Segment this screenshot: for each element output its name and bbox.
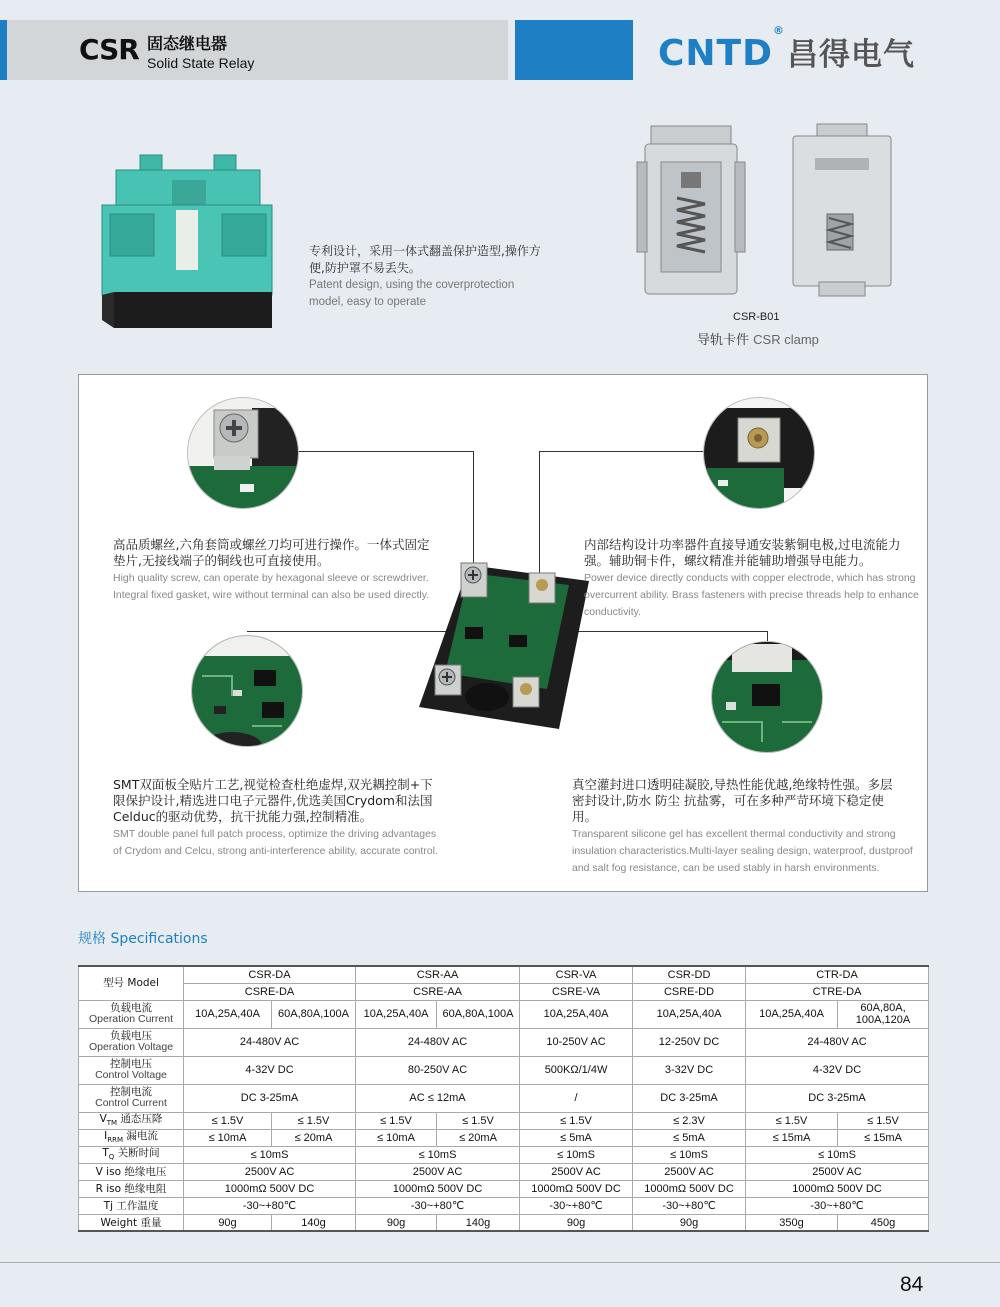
- header-title-en: Solid State Relay: [147, 55, 255, 71]
- feature-2-cn: 内部结构设计功率器件直接导通安装紫铜电极,过电流能力强。辅助铜卡件，螺纹精准并能辅助增强导电能力。: [584, 537, 901, 568]
- patent-description-cn: 专利设计，采用一体式翻盖保护造型,操作方便,防护罩不易丢失。: [309, 244, 541, 275]
- table-row-weight: [79, 1214, 929, 1231]
- value-cell: 2500V AC: [520, 1163, 633, 1180]
- specifications-title-en: Specifications: [110, 931, 208, 947]
- zoom-screw-circle: [187, 397, 299, 509]
- value-cell: 60A,80A,100A: [272, 1000, 356, 1028]
- model-cell: CSR-DA: [184, 966, 356, 983]
- table-row-load-voltage: [79, 1028, 929, 1056]
- table-row-control-current: [79, 1084, 929, 1112]
- value-cell: DC 3-25mA: [184, 1084, 356, 1112]
- value-cell: 90g: [520, 1214, 633, 1231]
- table-row-tj: [79, 1197, 929, 1214]
- label-tj: Tj 工作温度: [79, 1197, 184, 1214]
- model-cell: CSR-VA: [520, 966, 633, 983]
- zoom-copper-electrode-circle: [703, 397, 815, 509]
- value-cell: ≤ 20mA: [437, 1129, 520, 1146]
- specifications-title-cn: 规格: [78, 931, 106, 947]
- value-cell: ≤ 10mA: [356, 1129, 437, 1146]
- feature-panel: [78, 374, 928, 892]
- value-cell: 90g: [184, 1214, 272, 1231]
- label-irrm: $I_{RRM}$ 漏电流: [79, 1129, 184, 1146]
- value-cell: 2500V AC: [184, 1163, 356, 1180]
- label-model: 型号 Model: [79, 966, 184, 1000]
- value-cell: ≤ 10mS: [633, 1146, 746, 1163]
- header-title-cn: 固态继电器: [147, 34, 228, 53]
- zoom-smt-board-circle: [191, 635, 303, 747]
- value-cell: 10A,25A,40A: [746, 1000, 838, 1028]
- value-cell: 140g: [437, 1214, 520, 1231]
- feature-4-cn: 真空灌封进口透明硅凝胶,导热性能优越,绝缘特性强。多层密封设计,防水 防尘 抗盐雾，可在多种严苛环境下稳定使用。: [572, 777, 893, 824]
- value-cell: 450g: [838, 1214, 929, 1231]
- value-cell: ≤ 5mA: [520, 1129, 633, 1146]
- value-cell: DC 3-25mA: [633, 1084, 746, 1112]
- value-cell: ≤ 15mA: [838, 1129, 929, 1146]
- value-cell: -30~+80℃: [184, 1197, 356, 1214]
- value-cell: -30~+80℃: [746, 1197, 929, 1214]
- label-riso: R iso 绝缘电阻: [79, 1180, 184, 1197]
- relay-cover-image: [96, 150, 278, 332]
- value-cell: 90g: [356, 1214, 437, 1231]
- specifications-table: [78, 965, 929, 1232]
- clamp-label: [697, 329, 819, 348]
- value-cell: 24-480V AC: [746, 1028, 929, 1056]
- value-cell: ≤ 15mA: [746, 1129, 838, 1146]
- value-cell: 3-32V DC: [633, 1056, 746, 1084]
- clamp-label-en: CSR clamp: [753, 332, 819, 347]
- table-row-riso: [79, 1180, 929, 1197]
- value-cell: 1000mΩ 500V DC: [746, 1180, 929, 1197]
- value-cell: ≤ 10mS: [746, 1146, 929, 1163]
- feature-4-en: Transparent silicone gel has excellent thermal conductivity and strong insulation characteristics.Multi-layer sealing design, waterproof, dustproof and salt fog resistance, can be used stably in harsh environments.: [572, 828, 913, 874]
- value-cell: ≤ 1.5V: [437, 1112, 520, 1129]
- table-row-load-current: [79, 1000, 929, 1028]
- value-cell: ≤ 10mS: [184, 1146, 356, 1163]
- patent-description-en: Patent design, using the coverprotection model, easy to operate: [309, 279, 515, 308]
- table-row-viso: [79, 1163, 929, 1180]
- brand-logo: [658, 24, 915, 74]
- model-cell: CSRE-VA: [520, 983, 633, 1000]
- value-cell: -30~+80℃: [520, 1197, 633, 1214]
- table-row-model-2: [79, 983, 929, 1000]
- clamp-model: CSR-B01: [733, 311, 780, 323]
- value-cell: ≤ 1.5V: [184, 1112, 272, 1129]
- value-cell: -30~+80℃: [633, 1197, 746, 1214]
- label-load-voltage: 负载电压 Operation Voltage: [79, 1028, 184, 1056]
- clamp-label-cn: 导轨卡件: [697, 333, 750, 348]
- page-number: 84: [900, 1273, 924, 1296]
- value-cell: 1000mΩ 500V DC: [520, 1180, 633, 1197]
- table-row-tq: [79, 1146, 929, 1163]
- label-weight: Weight 重量: [79, 1214, 184, 1231]
- model-cell: CSRE-DD: [633, 983, 746, 1000]
- model-cell: CSR-DD: [633, 966, 746, 983]
- table-row-model-1: [79, 966, 929, 983]
- value-cell: 24-480V AC: [184, 1028, 356, 1056]
- value-cell: 24-480V AC: [356, 1028, 520, 1056]
- model-cell: CTRE-DA: [746, 983, 929, 1000]
- value-cell: 12-250V DC: [633, 1028, 746, 1056]
- value-cell: 10A,25A,40A: [184, 1000, 272, 1028]
- value-cell: 4-32V DC: [746, 1056, 929, 1084]
- value-cell: 60A,80A,100A: [437, 1000, 520, 1028]
- value-cell: 80-250V AC: [356, 1056, 520, 1084]
- value-cell: 1000mΩ 500V DC: [184, 1180, 356, 1197]
- feature-3-en: SMT double panel full patch process, optimize the driving advantages of Crydom and Celcu, strong anti-interference ability, accurate control.: [113, 828, 438, 857]
- value-cell: 1000mΩ 500V DC: [633, 1180, 746, 1197]
- value-cell: ≤ 10mS: [356, 1146, 520, 1163]
- value-cell: ≤ 5mA: [633, 1129, 746, 1146]
- value-cell: 1000mΩ 500V DC: [356, 1180, 520, 1197]
- value-cell: ≤ 1.5V: [356, 1112, 437, 1129]
- label-vtm: $V_{TM}$ 通态压降: [79, 1112, 184, 1129]
- brand-name-cn: 昌得电气: [787, 37, 915, 73]
- brand-name: CNTD: [658, 33, 773, 74]
- value-cell: 10-250V AC: [520, 1028, 633, 1056]
- value-cell: 2500V AC: [633, 1163, 746, 1180]
- value-cell: ≤ 1.5V: [520, 1112, 633, 1129]
- header-accent-block: [515, 20, 633, 80]
- value-cell: 4-32V DC: [184, 1056, 356, 1084]
- brand-reg: ®: [773, 24, 785, 37]
- feature-1-cn: 高品质螺丝,六角套筒或螺丝刀均可进行操作。一体式固定垫片,无接线端子的铜线也可直接使用。: [113, 537, 430, 568]
- model-cell: CSRE-DA: [184, 983, 356, 1000]
- value-cell: 500KΩ/1/4W: [520, 1056, 633, 1084]
- value-cell: 90g: [633, 1214, 746, 1231]
- value-cell: DC 3-25mA: [746, 1084, 929, 1112]
- value-cell: /: [520, 1084, 633, 1112]
- table-row-vtm: [79, 1112, 929, 1129]
- value-cell: ≤ 1.5V: [746, 1112, 838, 1129]
- header-code: CSR: [79, 33, 139, 66]
- value-cell: ≤ 1.5V: [838, 1112, 929, 1129]
- table-row-control-voltage: [79, 1056, 929, 1084]
- value-cell: 10A,25A,40A: [356, 1000, 437, 1028]
- callout-line-1b: [473, 451, 474, 563]
- clamp-front-image: [633, 122, 749, 300]
- feature-2-en: Power device directly conducts with copper electrode, which has strong overcurrent ability. Brass fasteners with precise threads help to enhance conductivity.: [584, 572, 919, 618]
- label-tq: $T_Q$ 关断时间: [79, 1146, 184, 1163]
- label-viso: V iso 绝缘电压: [79, 1163, 184, 1180]
- value-cell: 2500V AC: [746, 1163, 929, 1180]
- value-cell: ≤ 20mA: [272, 1129, 356, 1146]
- value-cell: -30~+80℃: [356, 1197, 520, 1214]
- specifications-title: [78, 928, 208, 948]
- value-cell: 350g: [746, 1214, 838, 1231]
- table-row-irrm: [79, 1129, 929, 1146]
- label-control-voltage: 控制电压 Control Voltage: [79, 1056, 184, 1084]
- clamp-back-image: [789, 122, 895, 300]
- value-cell: 10A,25A,40A: [520, 1000, 633, 1028]
- footer-divider: [0, 1262, 1000, 1263]
- value-cell: ≤ 10mA: [184, 1129, 272, 1146]
- value-cell: 140g: [272, 1214, 356, 1231]
- callout-line-2a: [539, 451, 707, 452]
- value-cell: ≤ 2.3V: [633, 1112, 746, 1129]
- value-cell: 2500V AC: [356, 1163, 520, 1180]
- feature-1-en: High quality screw, can operate by hexagonal sleeve or screwdriver. Integral fixed gasket, wire without terminal can also be used directly.: [113, 572, 430, 601]
- value-cell: 10A,25A,40A: [633, 1000, 746, 1028]
- zoom-silicone-seal-circle: [711, 641, 823, 753]
- feature-3-cn: SMT双面板全贴片工艺,视觉检查杜绝虚焊,双光耦控制+下限保护设计,精选进口电子元器件,优选美国Crydom和法国Celduc的驱动优势，抗干扰能力强,控制精准。: [113, 777, 433, 824]
- model-cell: CSR-AA: [356, 966, 520, 983]
- value-cell: ≤ 1.5V: [272, 1112, 356, 1129]
- header-banner: [0, 20, 508, 80]
- label-control-current: 控制电流 Control Current: [79, 1084, 184, 1112]
- value-cell: AC ≤ 12mA: [356, 1084, 520, 1112]
- model-cell: CTR-DA: [746, 966, 929, 983]
- model-cell: CSRE-AA: [356, 983, 520, 1000]
- label-load-current: 负载电流 Operation Current: [79, 1000, 184, 1028]
- value-cell: ≤ 10mS: [520, 1146, 633, 1163]
- value-cell: 60A,80A, 100A,120A: [838, 1000, 929, 1028]
